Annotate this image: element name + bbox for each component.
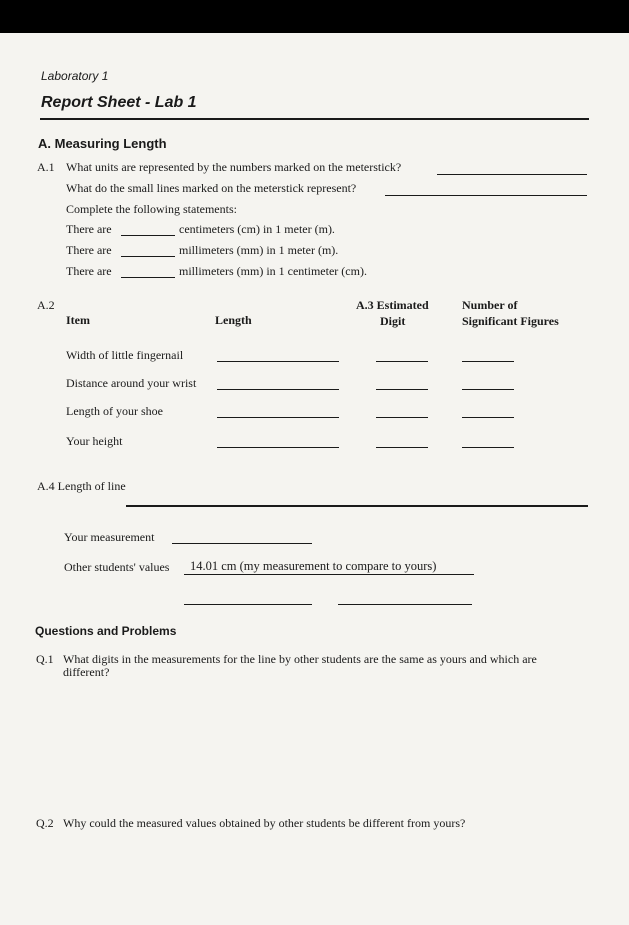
q1-text-line-1: What digits in the measurements for the line by other students are the same as yours and which are: [63, 652, 537, 666]
questions-heading: Questions and Problems: [35, 624, 177, 638]
statement-cm-in-m: centimeters (cm) in 1 meter (m).: [179, 222, 335, 236]
q2-label: Q.2: [36, 816, 54, 830]
mm-in-cm-answer-line[interactable]: [121, 277, 175, 278]
sig-figs-answer-line[interactable]: [462, 361, 514, 362]
a1-question-small-lines: What do the small lines marked on the meterstick represent?: [66, 181, 357, 195]
a1-units-answer-line[interactable]: [437, 174, 587, 175]
length-answer-line[interactable]: [217, 417, 339, 418]
sig-figs-answer-line[interactable]: [462, 417, 514, 418]
column-number-of: Number of: [462, 298, 518, 312]
column-item: Item: [66, 313, 90, 327]
a1-label: A.1: [37, 160, 55, 174]
a1-small-lines-answer-line[interactable]: [385, 195, 587, 196]
table-row-label: Distance around your wrist: [66, 376, 197, 390]
statement-mm-in-m: millimeters (mm) in 1 meter (m).: [179, 243, 339, 257]
sig-figs-answer-line[interactable]: [462, 447, 514, 448]
page-title: Report Sheet - Lab 1: [41, 94, 197, 111]
complete-statements-label: Complete the following statements:: [66, 202, 237, 216]
other-values-answer-line-2[interactable]: [184, 604, 312, 605]
q1-text-line-2: different?: [63, 665, 110, 679]
there-are-label-1: There are: [66, 222, 112, 236]
title-rule: [40, 118, 589, 120]
digit-answer-line[interactable]: [376, 447, 428, 448]
column-digit: Digit: [380, 314, 406, 328]
table-row-label: Your height: [66, 434, 123, 448]
section-a-heading: A. Measuring Length: [38, 136, 167, 151]
sig-figs-answer-line[interactable]: [462, 389, 514, 390]
statement-mm-in-cm: millimeters (mm) in 1 centimeter (cm).: [179, 264, 367, 278]
your-measurement-label: Your measurement: [64, 530, 155, 544]
there-are-label-3: There are: [66, 264, 112, 278]
line-to-measure: [126, 505, 588, 507]
q2-text: Why could the measured values obtained by other students be different from yours?: [63, 816, 466, 830]
length-answer-line[interactable]: [217, 447, 339, 448]
a2-label: A.2: [37, 298, 55, 312]
handwritten-value: 14.01 cm (my measurement to compare to yours): [190, 559, 437, 573]
cm-in-m-answer-line[interactable]: [121, 235, 175, 236]
table-row-label: Width of little fingernail: [66, 348, 184, 362]
your-measurement-answer-line[interactable]: [172, 543, 312, 544]
column-estimated: A.3 Estimated: [356, 298, 429, 312]
digit-answer-line[interactable]: [376, 361, 428, 362]
table-row-label: Length of your shoe: [66, 404, 163, 418]
a1-question-units: What units are represented by the numbers marked on the meterstick?: [66, 160, 402, 174]
a4-label: A.4 Length of line: [37, 479, 126, 493]
q1-label: Q.1: [36, 652, 54, 666]
laboratory-label: Laboratory 1: [41, 69, 109, 83]
column-length: Length: [215, 313, 252, 327]
column-significant-figures: Significant Figures: [462, 314, 559, 328]
digit-answer-line[interactable]: [376, 417, 428, 418]
length-answer-line[interactable]: [217, 389, 339, 390]
other-values-answer-line-3[interactable]: [338, 604, 472, 605]
report-sheet-page: [0, 33, 629, 925]
mm-in-m-answer-line[interactable]: [121, 256, 175, 257]
digit-answer-line[interactable]: [376, 389, 428, 390]
there-are-label-2: There are: [66, 243, 112, 257]
other-values-answer-line[interactable]: [184, 574, 474, 575]
length-answer-line[interactable]: [217, 361, 339, 362]
other-students-values-label: Other students' values: [64, 560, 170, 574]
